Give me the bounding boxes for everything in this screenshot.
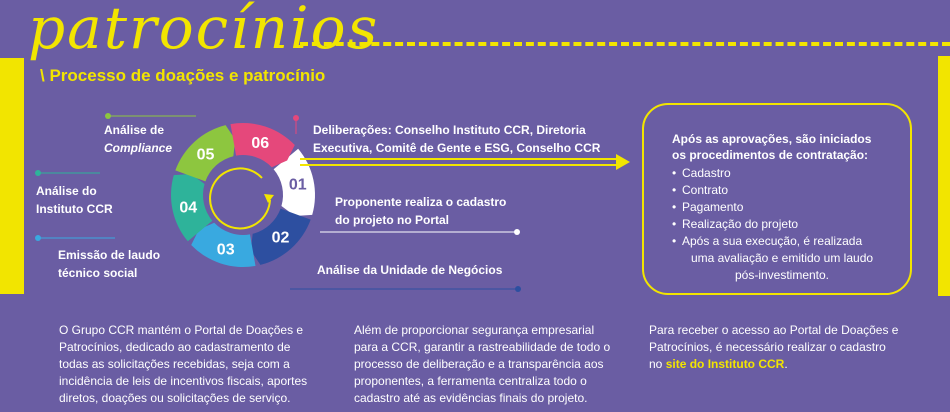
footer-col-2: Além de proporcionar segurança empresarial para a CCR, garantir a rastreabilidade de todo o processo de deliberação e a transparência aos proponentes, a ferramenta centraliza todo o cadastro até as evidências finais do projeto.: [354, 323, 611, 405]
list-item: • Pagamento: [672, 199, 910, 216]
cycle-step-number-04: 04: [179, 199, 198, 217]
list-item: • Contrato: [672, 182, 910, 199]
section-title: \ Processo de doações e patrocínio: [40, 66, 326, 85]
approval-last-continued: uma avaliação e emitido um laudo pós-investimento.: [690, 251, 874, 282]
step03-label: Emissão de laudo técnico social: [58, 248, 161, 280]
cycle-step-number-05: 05: [196, 146, 215, 164]
step02-label: Análise da Unidade de Negócios: [317, 263, 503, 277]
approval-box: [642, 103, 912, 295]
approval-heading: Após as aprovações, são iniciados os procedimentos de contratação:: [672, 132, 872, 162]
list-item: • Cadastro: [672, 165, 910, 182]
step06-label: Deliberações: Conselho Instituto CCR, Diretoria Executiva, Comitê de Gente e ESG, Conselho CCR: [313, 123, 601, 155]
footer-col-1: O Grupo CCR mantém o Portal de Doações e Patrocínios, dedicado ao cadastramento de todas as solicitações recebidas, seja com a incidência de leis de incentivos fiscais, aportes diretos, doações ou solicitações de serviço.: [59, 323, 308, 405]
list-item: • Realização do projeto: [672, 216, 910, 233]
flow-arrow-head: [616, 154, 630, 170]
step01-label: Proponente realiza o cadastro do projeto no Portal: [335, 195, 507, 227]
cycle-step-number-06: 06: [251, 134, 270, 152]
list-item: • Após a sua execução, é realizada: [672, 233, 910, 250]
step04-label: Análise do Instituto CCR: [36, 184, 113, 216]
footer-col-3: Para receber o acesso ao Portal de Doações e Patrocínios, é necessário realizar o cadastro no site do Instituto CCR.: [649, 323, 899, 371]
step05-label: Análise de Compliance: [104, 123, 173, 155]
cycle-step-number-03: 03: [216, 241, 235, 259]
cycle-step-number-02: 02: [271, 229, 290, 247]
page-title: patrocínios: [28, 0, 380, 62]
cycle-step-number-01: 01: [288, 176, 307, 194]
institute-site-link[interactable]: site do Instituto CCR: [665, 357, 785, 371]
approval-list: [672, 165, 910, 250]
